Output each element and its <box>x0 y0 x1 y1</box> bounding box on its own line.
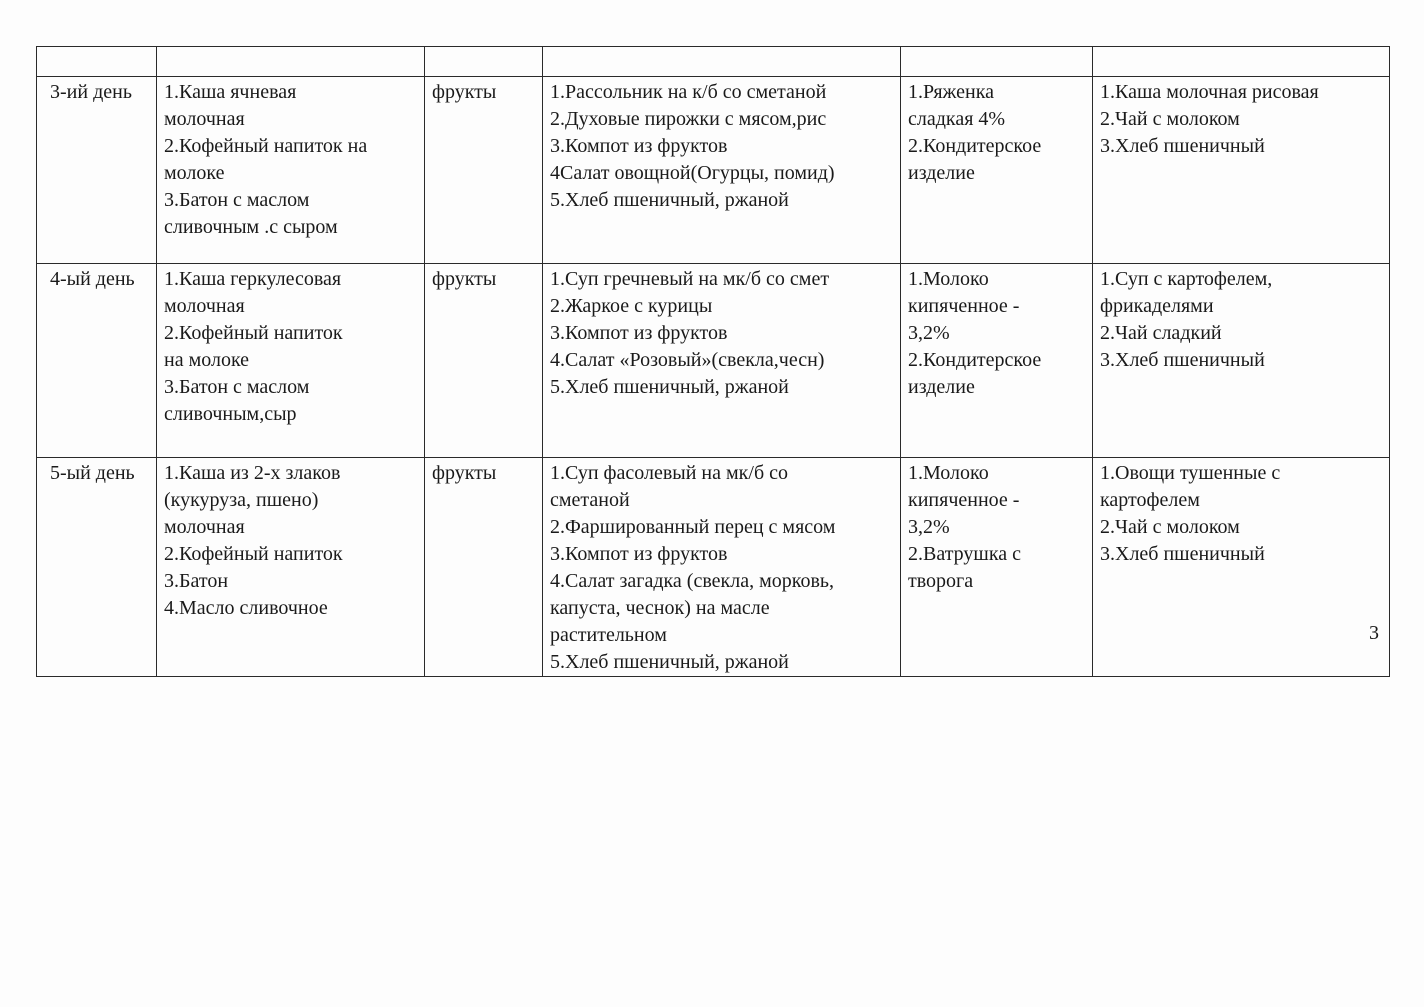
menu-line: 1.Каша из 2-х злаков <box>164 462 341 484</box>
header-cell <box>1093 47 1390 77</box>
menu-line: 3.Батон с маслом <box>164 189 310 211</box>
lunch-cell <box>543 458 901 677</box>
menu-line: 3,2% <box>908 322 950 344</box>
menu-line: 1.Ряженка <box>908 81 994 103</box>
lunch-cell <box>543 264 901 458</box>
menu-line: молочная <box>164 516 245 538</box>
menu-line: 4Салат овощной(Огурцы, помид) <box>550 162 835 184</box>
header-cell <box>37 47 157 77</box>
header-cell <box>901 47 1093 77</box>
menu-line: молоке <box>164 162 225 184</box>
menu-line: фрукты <box>432 462 497 484</box>
menu-line: 4.Масло сливочное <box>164 597 328 619</box>
menu-line: кипяченное - <box>908 295 1020 317</box>
menu-line: 1.Молоко <box>908 462 989 484</box>
menu-line: 2.Духовые пирожки с мясом,рис <box>550 108 827 130</box>
menu-line: 2.Чай с молоком <box>1100 108 1240 130</box>
menu-line: 1.Каша молочная рисовая <box>1100 81 1319 103</box>
menu-line: 4.Салат «Розовый»(свекла,чесн) <box>550 349 825 371</box>
breakfast-cell <box>157 77 425 264</box>
menu-line: 2.Жаркое с курицы <box>550 295 713 317</box>
menu-line: кипяченное - <box>908 489 1020 511</box>
table-row <box>37 77 1390 264</box>
menu-line: 5.Хлеб пшеничный, ржаной <box>550 376 789 398</box>
menu-line: (кукуруза, пшено) <box>164 489 319 511</box>
dinner-cell <box>1093 458 1390 677</box>
menu-table <box>36 46 1390 677</box>
menu-line: 3.Компот из фруктов <box>550 543 728 565</box>
second-breakfast-cell <box>425 77 543 264</box>
menu-line: 2.Кофейный напиток на <box>164 135 368 157</box>
menu-line: 3.Компот из фруктов <box>550 135 728 157</box>
day-label: 4-ый день <box>50 268 135 290</box>
menu-line: 5.Хлеб пшеничный, ржаной <box>550 189 789 211</box>
menu-line: 2.Чай с молоком <box>1100 516 1240 538</box>
header-row <box>37 47 1390 77</box>
menu-line: 3,2% <box>908 516 950 538</box>
header-cell <box>157 47 425 77</box>
menu-line: 1.Рассольник на к/б со сметаной <box>550 81 827 103</box>
day-cell <box>37 264 157 458</box>
header-cell <box>425 47 543 77</box>
table-row <box>37 264 1390 458</box>
menu-line: 2.Фаршированный перец с мясом <box>550 516 836 538</box>
menu-line: 3.Батон с маслом <box>164 376 310 398</box>
dinner-cell <box>1093 264 1390 458</box>
menu-line: сливочным .с сыром <box>164 216 338 238</box>
menu-line: 1.Молоко <box>908 268 989 290</box>
menu-line: фрикаделями <box>1100 295 1214 317</box>
snack-cell <box>901 77 1093 264</box>
menu-line: 3.Хлеб пшеничный <box>1100 349 1265 371</box>
menu-line: 1.Каша геркулесовая <box>164 268 342 290</box>
dinner-cell <box>1093 77 1390 264</box>
menu-line: на молоке <box>164 349 250 371</box>
menu-line: картофелем <box>1100 489 1200 511</box>
menu-line: 2.Чай сладкий <box>1100 322 1222 344</box>
second-breakfast-cell <box>425 264 543 458</box>
day-label: 5-ый день <box>50 462 135 484</box>
menu-line: капуста, чеснок) на масле <box>550 597 770 619</box>
snack-cell <box>901 458 1093 677</box>
menu-line: сметаной <box>550 489 630 511</box>
menu-line: растительном <box>550 624 667 646</box>
header-cell <box>543 47 901 77</box>
menu-line: 3.Компот из фруктов <box>550 322 728 344</box>
menu-line: фрукты <box>432 81 497 103</box>
menu-line: изделие <box>908 376 975 398</box>
menu-line: 2.Кофейный напиток <box>164 543 343 565</box>
menu-line: 1.Суп гречневый на мк/б со смет <box>550 268 830 290</box>
page-number: 3 <box>1369 622 1379 644</box>
menu-line: 2.Ватрушка с <box>908 543 1021 565</box>
menu-line: 1.Каша ячневая <box>164 81 297 103</box>
menu-line: молочная <box>164 108 245 130</box>
menu-line: 3.Батон <box>164 570 229 592</box>
menu-line: изделие <box>908 162 975 184</box>
menu-line: 1.Овощи тушенные с <box>1100 462 1281 484</box>
snack-cell <box>901 264 1093 458</box>
menu-line: сливочным,сыр <box>164 403 297 425</box>
breakfast-cell <box>157 264 425 458</box>
lunch-cell <box>543 77 901 264</box>
day-label: 3-ий день <box>50 81 132 103</box>
menu-line: 5.Хлеб пшеничный, ржаной <box>550 651 789 673</box>
menu-line: 3.Хлеб пшеничный <box>1100 135 1265 157</box>
menu-line: 1.Суп с картофелем, <box>1100 268 1273 290</box>
menu-line: 1.Суп фасолевый на мк/б со <box>550 462 788 484</box>
menu-line: фрукты <box>432 268 497 290</box>
day-cell <box>37 77 157 264</box>
menu-line: 2.Кондитерское <box>908 135 1042 157</box>
second-breakfast-cell <box>425 458 543 677</box>
menu-line: сладкая 4% <box>908 108 1006 130</box>
menu-line: творога <box>908 570 974 592</box>
menu-line: 4.Салат загадка (свекла, морковь, <box>550 570 835 592</box>
breakfast-cell <box>157 458 425 677</box>
menu-line: 2.Кондитерское <box>908 349 1042 371</box>
day-cell <box>37 458 157 677</box>
table-row <box>37 458 1390 677</box>
menu-line: молочная <box>164 295 245 317</box>
menu-line: 2.Кофейный напиток <box>164 322 343 344</box>
menu-line: 3.Хлеб пшеничный <box>1100 543 1265 565</box>
